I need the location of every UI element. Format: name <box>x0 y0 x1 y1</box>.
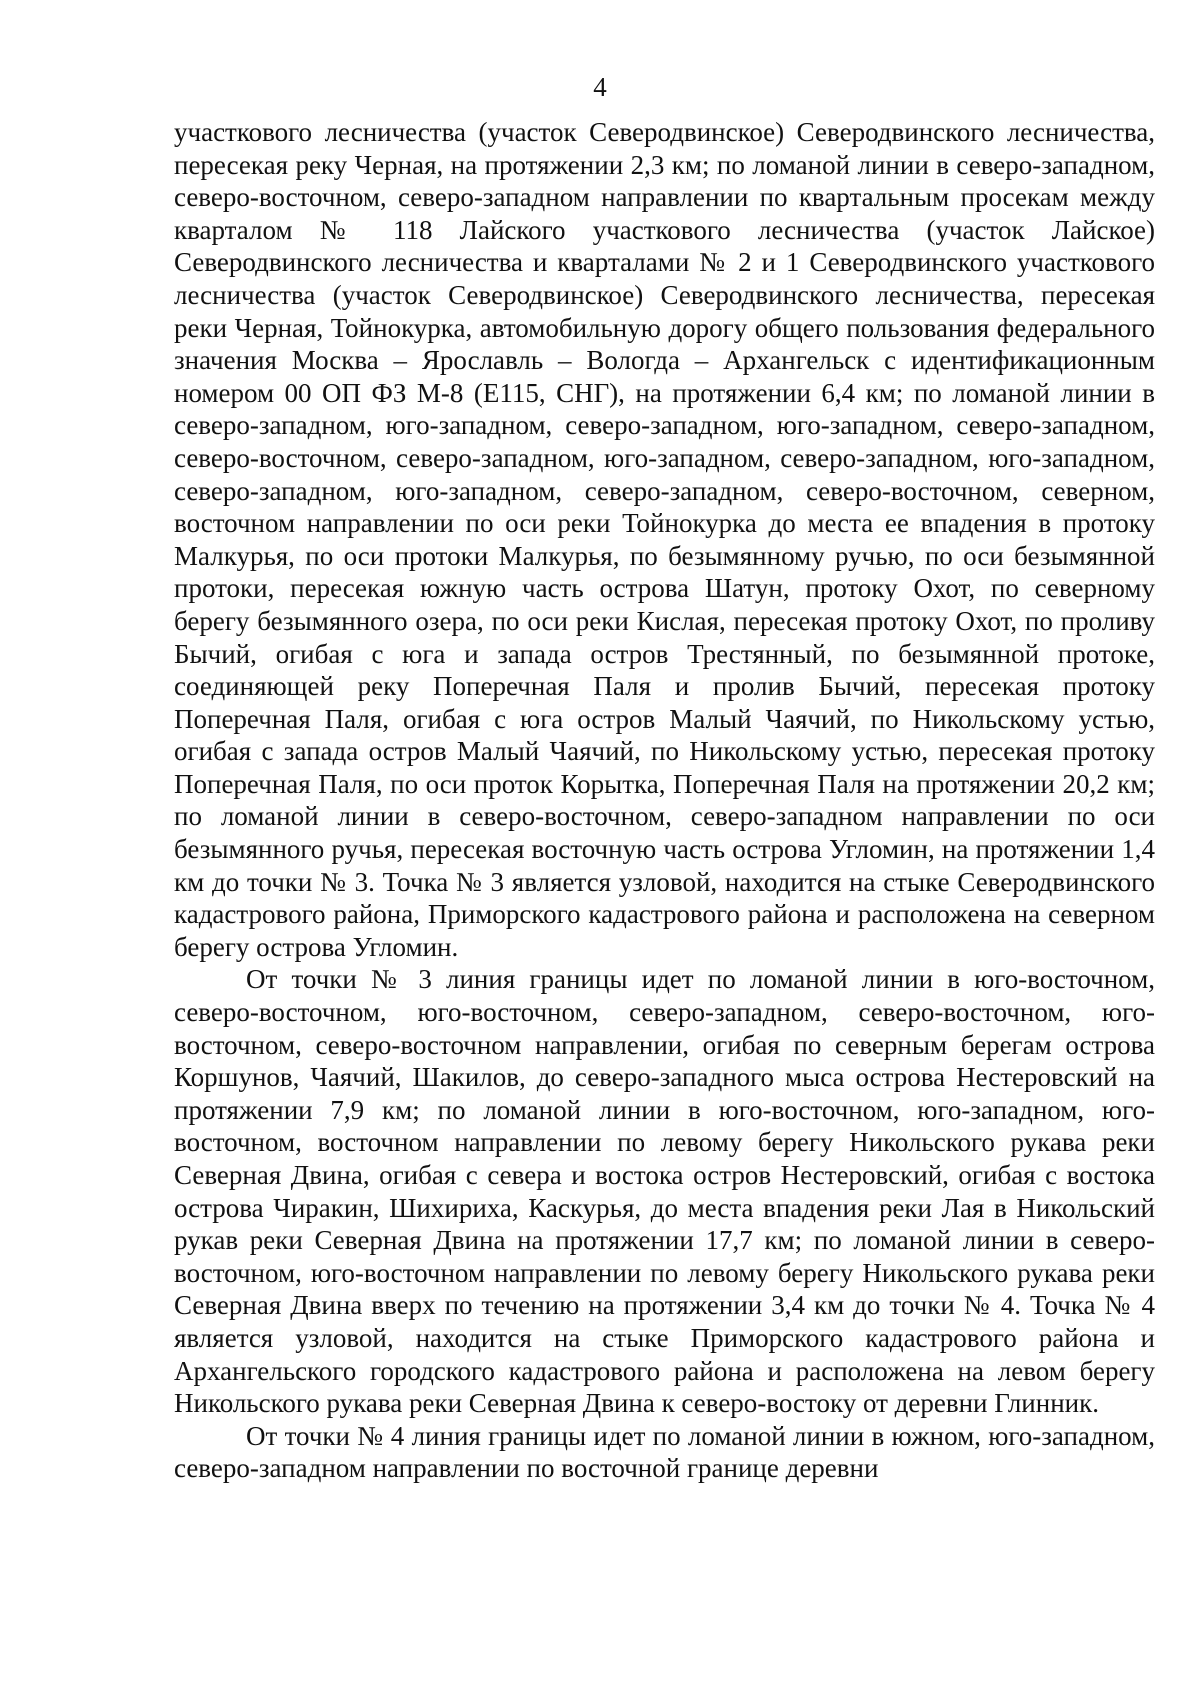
page-number: 4 <box>593 72 607 102</box>
paragraph: участкового лесничества (участок Северодвинское) Северодвинского лесничества, пересекая реку Черная, на протяжении 2,3 км; по ломаной линии в северо-западном, северо-восточном, северо-западном направлении по квартальным просекам между кварталом № 118 Лайского участкового лесничества (участок Лайское) Северодвинского лесничества и кварталами № 2 и 1 Северодвинского участкового лесничества (участок Северодвинское) Северодвинского лесничества, пересекая реки Черная, Тойнокурка, автомобильную дорогу общего пользования федерального значения Москва – Ярославль – Вологда – Архангельск с идентификационным номером 00 ОП ФЗ М-8 (Е115, СНГ), на протяжении 6,4 км; по ломаной линии в северо-западном, юго-западном, северо-западном, юго-западном, северо-западном, северо-восточном, северо-западном, юго-западном, северо-западном, юго-западном, северо-западном, юго-западном, северо-западном, северо-восточном, северном, восточном направлении по оси реки Тойнокурка до места ее впадения в протоку Малкурья, по оси протоки Малкурья, по безымянному ручью, по оси безымянной протоки, пересекая южную часть острова Шатун, протоку Охот, по северному берегу безымянного озера, по оси реки Кислая, пересекая протоку Охот, по проливу Бычий, огибая с юга и запада остров Трестянный, по безымянной протоке, соединяющей реку Поперечная Паля и пролив Бычий, пересекая протоку Поперечная Паля, огибая с юга остров Малый Чаячий, по Никольскому устью, огибая с запада остров Малый Чаячий, по Никольскому устью, пересекая протоку Поперечная Паля, по оси проток Корытка, Поперечная Паля на протяжении 20,2 км; по ломаной линии в северо-восточном, северо-западном направлении по оси безымянного ручья, пересекая восточную часть острова Угломин, на протяжении 1,4 км до точки № 3. Точка № 3 является узловой, находится на стыке Северодвинского кадастрового района, Приморского кадастрового района и расположена на северном берегу острова Угломин. <box>174 117 1155 962</box>
paragraph: От точки № 3 линия границы идет по ломаной линии в юго-восточном, северо-восточном, юго-восточном, северо-западном, северо-восточном, юго-восточном, северо-восточном направлении, огибая по северным берегам острова Коршунов, Чаячий, Шакилов, до северо-западного мыса острова Нестеровский на протяжении 7,9 км; по ломаной линии в юго-восточном, юго-западном, юго-восточном, восточном направлении по левому берегу Никольского рукава реки Северная Двина, огибая с севера и востока остров Нестеровский, огибая с востока острова Чиракин, Шихириха, Каскурья, до места впадения реки Лая в Никольский рукав реки Северная Двина на протяжении 17,7 км; по ломаной линии в северо-восточном, юго-восточном направлении по левому берегу Никольского рукава реки Северная Двина вверх по течению на протяжении 3,4 км до точки № 4. Точка № 4 является узловой, находится на стыке Приморского кадастрового района и Архангельского городского кадастрового района и расположена на левом берегу Никольского рукава реки Северная Двина к северо-востоку от деревни Глинник. <box>174 964 1155 1419</box>
body-text <box>174 116 1155 1485</box>
paragraph: От точки № 4 линия границы идет по ломаной линии в южном, юго-западном, северо-западном направлении по восточной границе деревни <box>174 1420 1155 1484</box>
